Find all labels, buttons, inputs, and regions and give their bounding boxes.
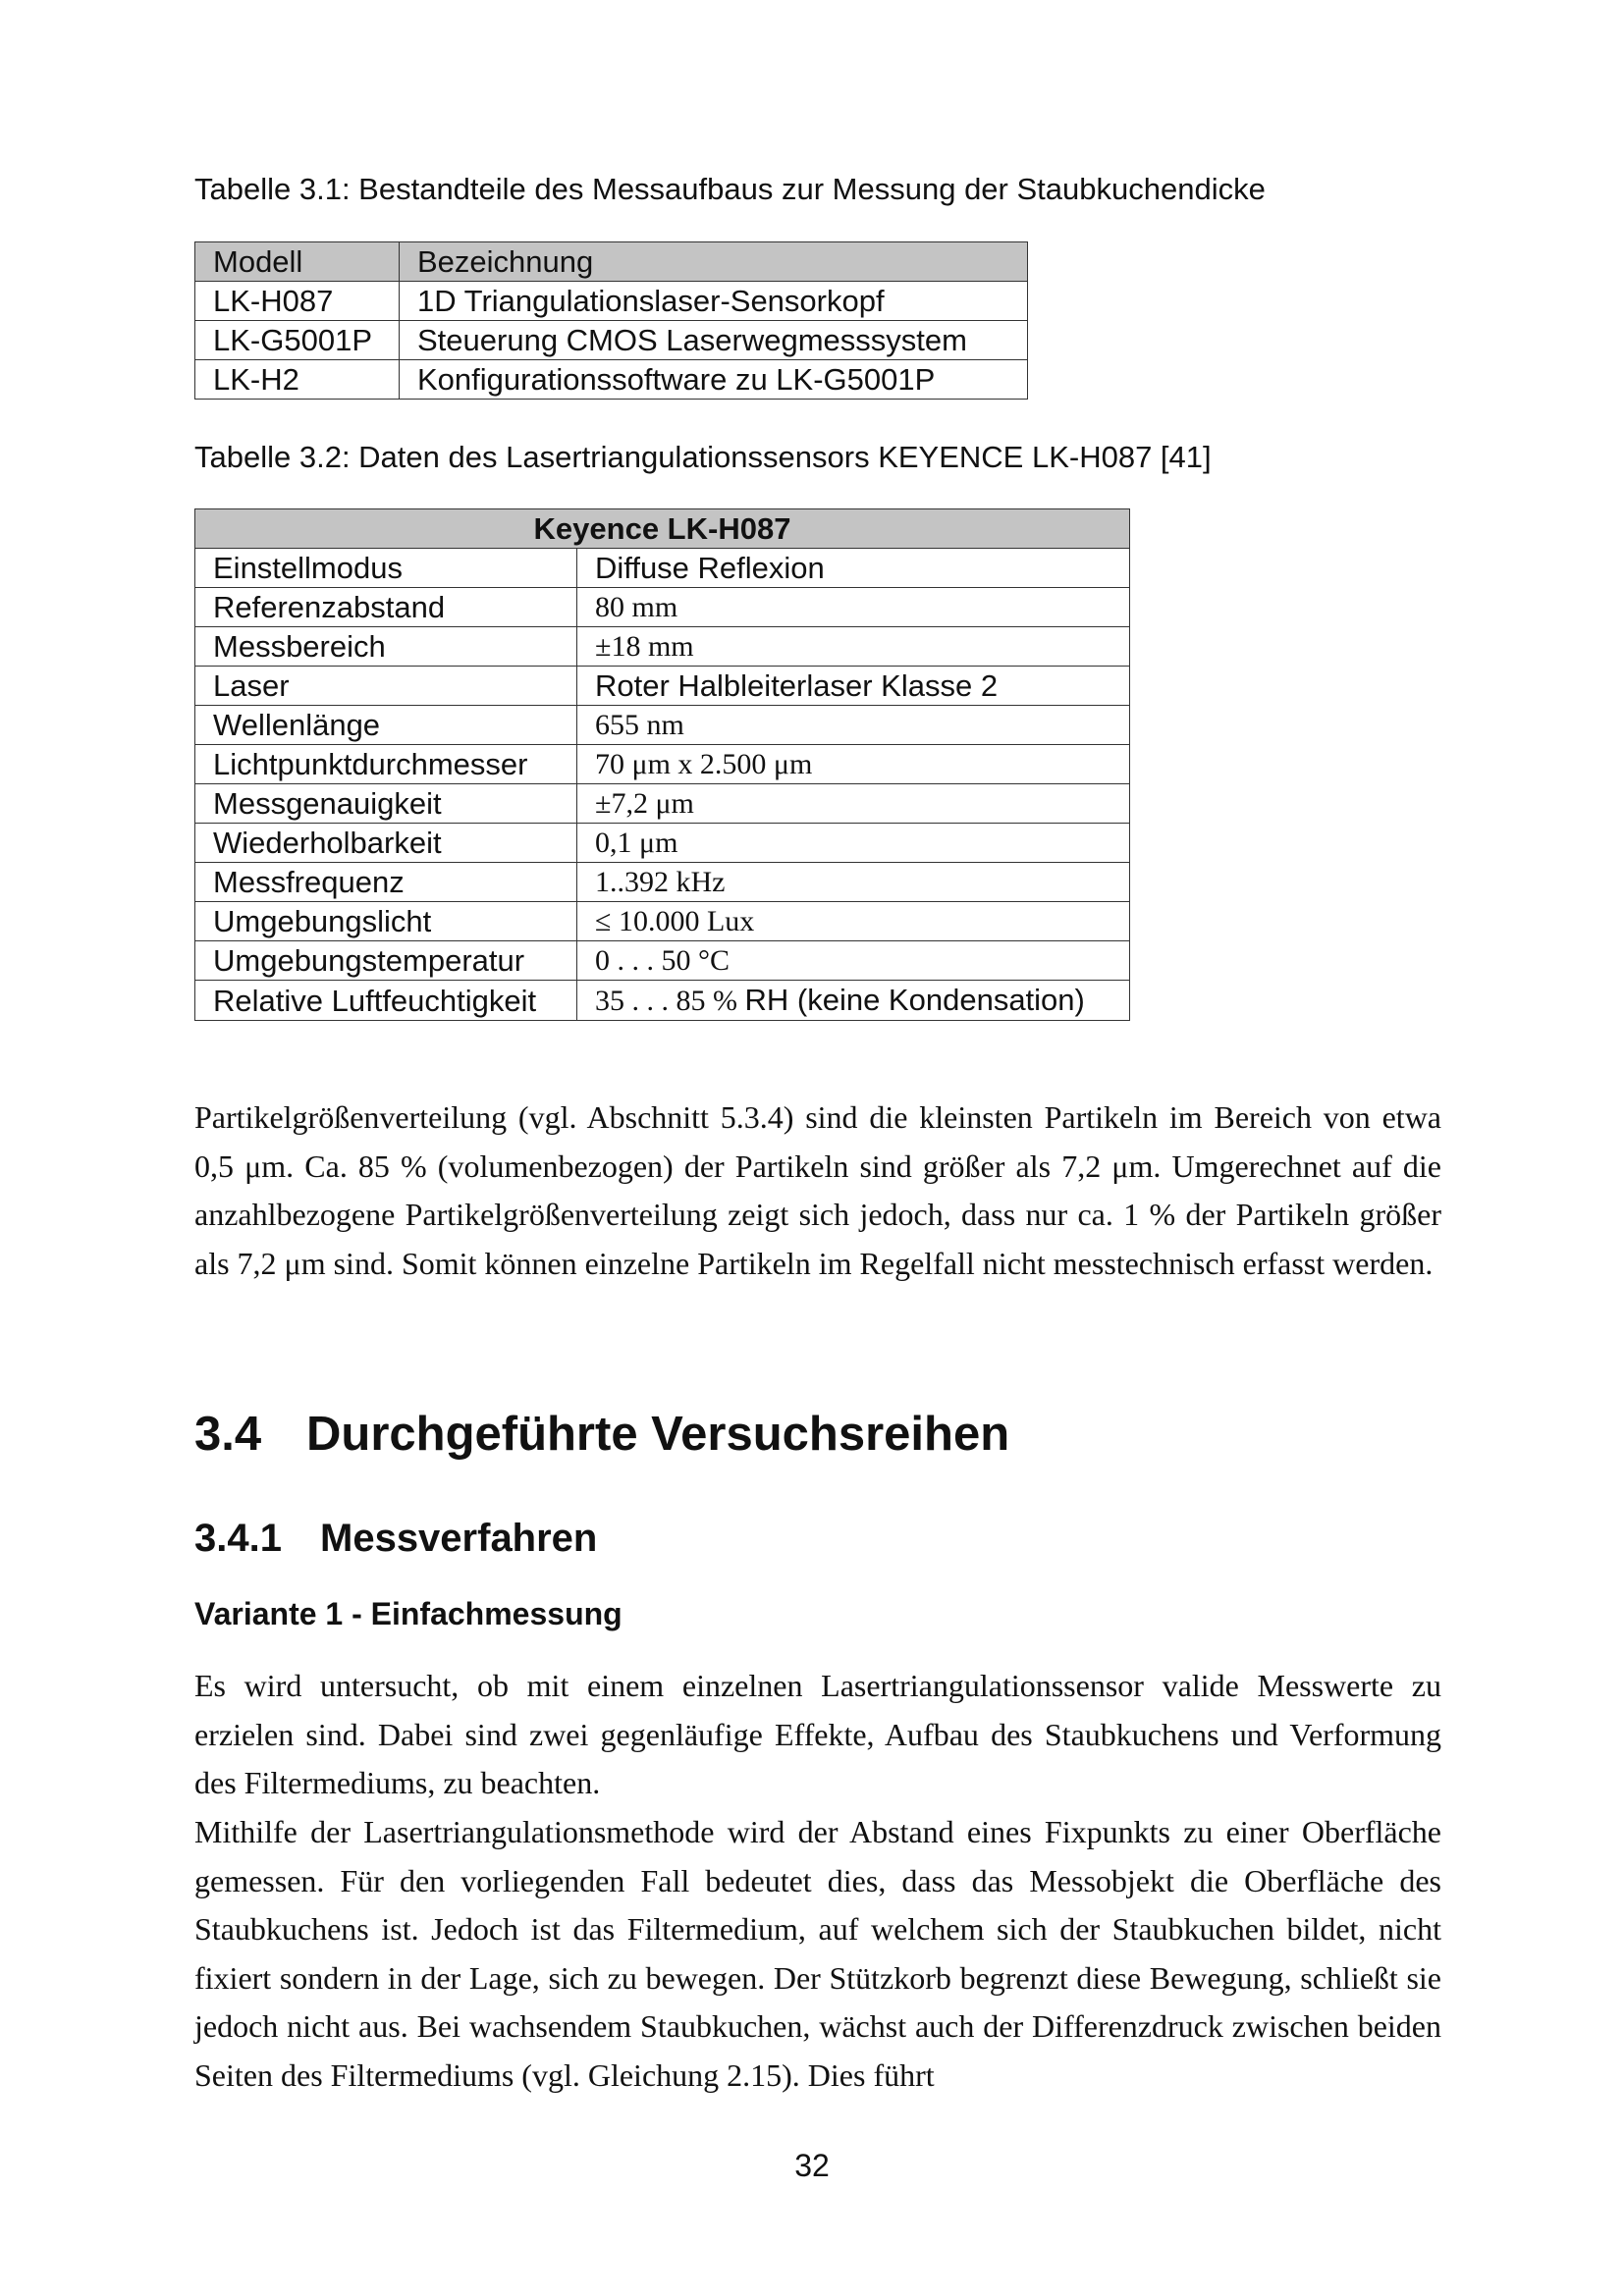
table-row xyxy=(195,902,1130,941)
section-number: 3.4 xyxy=(194,1408,262,1461)
cell-bezeichnung: Konfigurationssoftware zu LK-G5001P xyxy=(400,360,1028,400)
body-paragraph: Partikelgrößenverteilung (vgl. Abschnitt 5.3.4) sind die kleinsten Partikeln im Bereich von etwa 0,5 μm. Ca. 85 % (volumenbezogen) der Partikeln sind größer als 7,2 μm. Umgerechnet auf die anzahlbezogene Partikelgrößenverteilung zeigt sich jedoch, dass nur ca. 1 % der Partikeln größer als 7,2 μm sind. Somit können einzelne Partikeln im Regelfall nicht messtechnisch erfasst werden. xyxy=(194,1099,1441,1281)
property-label: Umgebungslicht xyxy=(195,902,577,941)
subsection-heading xyxy=(194,1517,597,1561)
table-header-row xyxy=(195,509,1130,549)
property-label: Relative Luftfeuchtigkeit xyxy=(195,981,577,1021)
cell-bezeichnung: 1D Triangulationslaser-Sensorkopf xyxy=(400,282,1028,321)
property-value: 655 nm xyxy=(577,706,1130,745)
section-heading xyxy=(194,1407,1009,1462)
table-row xyxy=(195,360,1028,400)
table-row xyxy=(195,941,1130,981)
property-label: Messfrequenz xyxy=(195,863,577,902)
property-label: Lichtpunktdurchmesser xyxy=(195,745,577,784)
property-label: Messbereich xyxy=(195,627,577,667)
property-value: 80 mm xyxy=(577,588,1130,627)
table-3-2-caption: Tabelle 3.2: Daten des Lasertriangulationssensors KEYENCE LK-H087 [41] xyxy=(194,440,1212,474)
subsection-title: Messverfahren xyxy=(320,1517,598,1560)
property-label: Einstellmodus xyxy=(195,549,577,588)
section-title: Durchgeführte Versuchsreihen xyxy=(306,1408,1010,1461)
cell-bezeichnung: Steuerung CMOS Laserwegmesssystem xyxy=(400,321,1028,360)
table-row xyxy=(195,745,1130,784)
table-header-row xyxy=(195,242,1028,282)
property-label: Referenzabstand xyxy=(195,588,577,627)
page-number: 32 xyxy=(794,2148,830,2183)
sensor-data-table xyxy=(194,508,1130,1021)
table-row xyxy=(195,981,1130,1021)
property-value: ±7,2 μm xyxy=(577,784,1130,824)
subsection-number: 3.4.1 xyxy=(194,1517,282,1560)
table-3-1-caption: Tabelle 3.1: Bestandteile des Messaufbaus zur Messung der Staubkuchendicke xyxy=(194,172,1266,206)
table-row xyxy=(195,667,1130,706)
table-row xyxy=(195,588,1130,627)
property-label: Messgenauigkeit xyxy=(195,784,577,824)
property-label: Laser xyxy=(195,667,577,706)
property-value: 0 . . . 50 °C xyxy=(577,941,1130,981)
column-header-bezeichnung: Bezeichnung xyxy=(400,242,1028,282)
cell-modell: LK-G5001P xyxy=(195,321,400,360)
table-row xyxy=(195,627,1130,667)
property-value: ±18 mm xyxy=(577,627,1130,667)
property-value xyxy=(577,981,1130,1021)
paragraph-heading: Variante 1 - Einfachmessung xyxy=(194,1596,623,1631)
property-value: ≤ 10.000 Lux xyxy=(577,902,1130,941)
property-value: 70 μm x 2.500 μm xyxy=(577,745,1130,784)
property-value-suffix: RH (keine Kondensation) xyxy=(744,983,1085,1017)
property-label: Umgebungstemperatur xyxy=(195,941,577,981)
table-row xyxy=(195,282,1028,321)
property-value: 1..392 kHz xyxy=(577,863,1130,902)
table-row xyxy=(195,706,1130,745)
property-value: Roter Halbleiterlaser Klasse 2 xyxy=(577,667,1130,706)
table-row xyxy=(195,824,1130,863)
components-table xyxy=(194,241,1028,400)
property-value: 0,1 μm xyxy=(577,824,1130,863)
property-label: Wiederholbarkeit xyxy=(195,824,577,863)
table-row xyxy=(195,784,1130,824)
column-header-modell: Modell xyxy=(195,242,400,282)
table-row xyxy=(195,549,1130,588)
cell-modell: LK-H087 xyxy=(195,282,400,321)
body-paragraph: Es wird untersucht, ob mit einem einzelnen Lasertriangulationssensor valide Messwerte zu erzielen sind. Dabei sind zwei gegenläufige Effekte, Aufbau des Staubkuchens und Verformung des Filtermediums, zu beachten. xyxy=(194,1668,1441,1800)
table-row xyxy=(195,863,1130,902)
table-row xyxy=(195,321,1028,360)
property-label: Wellenlänge xyxy=(195,706,577,745)
body-paragraph: Mithilfe der Lasertriangulationsmethode wird der Abstand eines Fixpunkts zu einer Oberfläche gemessen. Für den vorliegenden Fall bedeutet dies, dass das Messobjekt die Oberfläche des Staubkuchens ist. Jedoch ist das Filtermedium, auf welchem sich der Staubkuchen bildet, nicht fixiert sondern in der Lage, sich zu bewegen. Der Stützkorb begrenzt diese Bewegung, schließt sie jedoch nicht aus. Bei wachsendem Staubkuchen, wächst auch der Differenzdruck zwischen beiden Seiten des Filtermediums (vgl. Gleichung 2.15). Dies führt xyxy=(194,1814,1441,2093)
table-title-cell: Keyence LK-H087 xyxy=(195,509,1130,549)
cell-modell: LK-H2 xyxy=(195,360,400,400)
property-value-number: 35 . . . 85 % xyxy=(595,985,737,1017)
property-value: Diffuse Reflexion xyxy=(577,549,1130,588)
